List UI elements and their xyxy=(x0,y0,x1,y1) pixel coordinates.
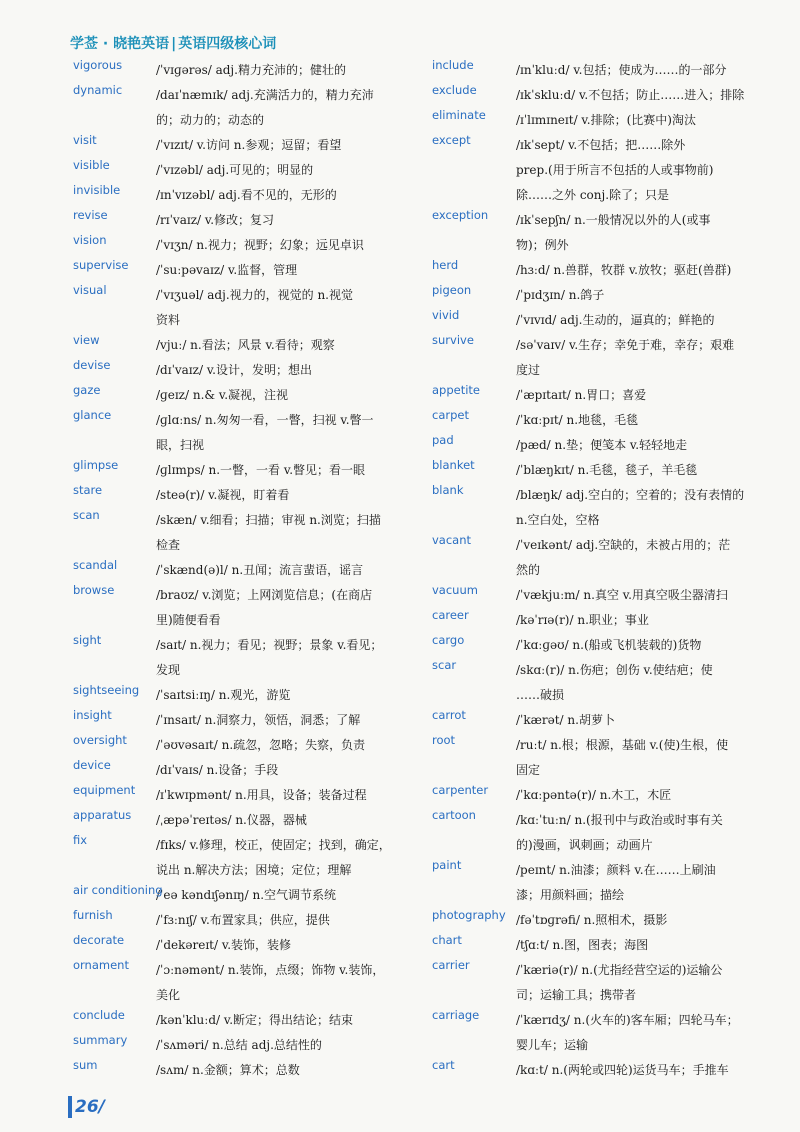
vocab-entry xyxy=(420,133,800,208)
vocab-entry xyxy=(0,133,420,158)
definition-line: /ˈveɪkənt/ adj.空缺的，未被占用的；茫 xyxy=(516,538,731,552)
definition xyxy=(156,58,408,83)
vocab-entry xyxy=(0,458,420,483)
definition xyxy=(516,333,782,383)
vocab-entry xyxy=(420,258,800,283)
vocab-entry xyxy=(420,108,800,133)
definition xyxy=(516,958,782,1008)
vocab-entry xyxy=(0,358,420,383)
definition xyxy=(156,808,408,833)
definition xyxy=(516,708,782,733)
definition-line: /ˈkɑːɡəʊ/ n.(船或飞机装载的)货物 xyxy=(516,638,702,652)
vocab-entry xyxy=(0,283,420,333)
definition-line: /ˈvɪʒuəl/ adj.视力的，视觉的 n.视觉 xyxy=(156,288,353,302)
vocab-entry xyxy=(0,383,420,408)
definition-line: 然的 xyxy=(516,563,541,577)
definition-line: 发现 xyxy=(156,663,181,677)
definition-line: /skæn/ v.细看；扫描；审视 n.浏览；扫描 xyxy=(156,513,381,527)
definition-line: /ɪkˈsepʃn/ n.一般情况以外的人(或事 xyxy=(516,213,711,227)
headword: equipment xyxy=(73,783,136,797)
book-title xyxy=(70,33,276,53)
definition xyxy=(156,458,408,483)
headword: vacant xyxy=(432,533,472,547)
definition xyxy=(156,333,408,358)
definition-line: 物)；例外 xyxy=(516,238,569,252)
vocab-entry xyxy=(420,733,800,783)
definition-line: /ˈsuːpəvaɪz/ v.监督，管理 xyxy=(156,263,298,277)
definition-line: /ruːt/ n.根；根源，基础 v.(使)生根，使 xyxy=(516,738,729,752)
headword: cart xyxy=(432,1058,455,1072)
headword: pad xyxy=(432,433,454,447)
headword: insight xyxy=(73,708,112,722)
vocab-entry xyxy=(0,633,420,683)
definition xyxy=(516,408,782,433)
definition xyxy=(156,883,408,908)
vocab-entry xyxy=(420,408,800,433)
headword: cartoon xyxy=(432,808,476,822)
definition xyxy=(516,608,782,633)
definition-line: /ˈblæŋkɪt/ n.毛毯，毯子，羊毛毯 xyxy=(516,463,698,477)
headword: supervise xyxy=(73,258,129,272)
headword: exception xyxy=(432,208,489,222)
headword: eliminate xyxy=(432,108,486,122)
definition xyxy=(156,483,408,508)
definition-line: /ɪˈkwɪpmənt/ n.用具，设备；装备过程 xyxy=(156,788,367,802)
definition-line: /səˈvaɪv/ v.生存；幸免于难，幸存；艰难 xyxy=(516,338,735,352)
vocab-entry xyxy=(0,158,420,183)
definition-line: /ˈɪnsaɪt/ n.洞察力，领悟，洞悉；了解 xyxy=(156,713,361,727)
definition xyxy=(516,208,782,258)
headword: exclude xyxy=(432,83,477,97)
vocab-entry xyxy=(0,808,420,833)
vocab-entry xyxy=(0,58,420,83)
definition xyxy=(516,783,782,808)
definition-line: 除……之外 conj.除了；只是 xyxy=(516,188,670,202)
vocab-entry xyxy=(420,1058,800,1083)
vocab-entry xyxy=(0,833,420,883)
vocab-entry xyxy=(420,483,800,533)
headword: paint xyxy=(432,858,462,872)
vocab-entry xyxy=(0,583,420,633)
vocab-entry xyxy=(420,83,800,108)
definition-line: /ɪnˈvɪzəbl/ adj.看不见的，无形的 xyxy=(156,188,337,202)
headword: glance xyxy=(73,408,112,422)
definition-line: 美化 xyxy=(156,988,181,1002)
vocab-entry xyxy=(0,883,420,908)
vocab-entry xyxy=(420,633,800,658)
definition-line: /ˈɔːnəmənt/ n.装饰，点缀；饰物 v.装饰， xyxy=(156,963,385,977)
definition-line: /tʃɑːt/ n.图，图表；海图 xyxy=(516,938,649,952)
definition-line: /ˈpɪdʒɪn/ n.鸽子 xyxy=(516,288,605,302)
vocab-entry xyxy=(0,708,420,733)
definition xyxy=(156,258,408,283)
definition xyxy=(156,733,408,758)
definition xyxy=(156,383,408,408)
headword: cargo xyxy=(432,633,465,647)
vocab-entry xyxy=(0,258,420,283)
headword: invisible xyxy=(73,183,121,197)
headword: devise xyxy=(73,358,111,372)
headword: visible xyxy=(73,158,110,172)
book-subject: 英语四级核心词 xyxy=(178,36,277,52)
definition xyxy=(156,158,408,183)
definition-line: /ɪkˈskluːd/ v.不包括；防止……进入；排除 xyxy=(516,88,745,102)
headword: air conditioning xyxy=(73,883,163,897)
headword: survive xyxy=(432,333,474,347)
definition-line: 资料 xyxy=(156,313,181,327)
definition-line: /ˈæpɪtaɪt/ n.胃口；喜爱 xyxy=(516,388,647,402)
headword: sightseeing xyxy=(73,683,140,697)
definition-line: /ˈkærɪdʒ/ n.(火车的)客车厢；四轮马车； xyxy=(516,1013,739,1027)
vocab-entry xyxy=(420,383,800,408)
vocab-entry xyxy=(0,783,420,808)
vocab-entry xyxy=(420,208,800,258)
definition xyxy=(156,408,408,458)
headword: chart xyxy=(432,933,462,947)
definition xyxy=(516,58,782,83)
page-number: 26/ xyxy=(68,1096,105,1118)
definition xyxy=(156,708,408,733)
definition-line: /saɪt/ n.视力；看见；视野；景象 v.看见； xyxy=(156,638,383,652)
vocab-entry xyxy=(420,708,800,733)
definition xyxy=(156,833,408,883)
definition xyxy=(156,683,408,708)
vocab-entry xyxy=(420,908,800,933)
definition xyxy=(516,308,782,333)
headword: ornament xyxy=(73,958,129,972)
vocab-entry xyxy=(420,783,800,808)
vocab-entry xyxy=(0,958,420,1008)
headword: except xyxy=(432,133,471,147)
definition xyxy=(516,383,782,408)
definition xyxy=(156,283,408,333)
definition-line: /ɪnˈkluːd/ v.包括；使成为……的一部分 xyxy=(516,63,727,77)
definition xyxy=(516,858,782,908)
definition xyxy=(516,283,782,308)
vocab-entry xyxy=(420,858,800,908)
headword: carrot xyxy=(432,708,466,722)
definition xyxy=(156,233,408,258)
definition xyxy=(156,933,408,958)
headword: glimpse xyxy=(73,458,119,472)
definition-line: /ˈfɜːnɪʃ/ v.布置家具；供应，提供 xyxy=(156,913,330,927)
definition-line: /ɡlɪmps/ n.一瞥，一看 v.瞥见；看一眼 xyxy=(156,463,366,477)
definition-line: /ɪkˈsept/ v.不包括；把……除外 xyxy=(516,138,686,152)
definition-line: /ˌæpəˈreɪtəs/ n.仪器，器械 xyxy=(156,813,307,827)
headword: vision xyxy=(73,233,107,247)
headword: gaze xyxy=(73,383,101,397)
headword: blanket xyxy=(432,458,475,472)
vocab-entry xyxy=(420,433,800,458)
definition-line: /ˈvɪɡərəs/ adj.精力充沛的；健壮的 xyxy=(156,63,346,77)
definition xyxy=(156,183,408,208)
definition xyxy=(516,908,782,933)
vocab-entry xyxy=(420,958,800,1008)
headword: appetite xyxy=(432,383,481,397)
definition-line: 检查 xyxy=(156,538,181,552)
definition-line: /ˈvɪzəbl/ adj.可见的；明显的 xyxy=(156,163,314,177)
definition xyxy=(156,633,408,683)
headword: carpet xyxy=(432,408,469,422)
headword: root xyxy=(432,733,456,747)
definition-line: /fəˈtɒɡrəfi/ n.照相术，摄影 xyxy=(516,913,668,927)
definition xyxy=(516,1058,782,1083)
definition-line: 度过 xyxy=(516,363,541,377)
definition-line: /ˈkɑːpəntə(r)/ n.木工，木匠 xyxy=(516,788,672,802)
vocab-entry xyxy=(420,808,800,858)
vocab-entry xyxy=(420,58,800,83)
definition-line: /daɪˈnæmɪk/ adj.充满活力的，精力充沛 xyxy=(156,88,374,102)
definition-line: /pæd/ n.垫；便笺本 v.轻轻地走 xyxy=(516,438,688,452)
definition xyxy=(516,133,782,208)
definition-line: /hɜːd/ n.兽群，牧群 v.放牧；驱赶(兽群) xyxy=(516,263,732,277)
definition xyxy=(156,758,408,783)
definition xyxy=(516,808,782,858)
vocab-entry xyxy=(0,333,420,358)
definition-line: ……破损 xyxy=(516,688,565,702)
headword: scar xyxy=(432,658,457,672)
header-decoration xyxy=(0,0,800,30)
vocab-entry xyxy=(0,183,420,208)
definition-line: /ˈsʌməri/ n.总结 adj.总结性的 xyxy=(156,1038,322,1052)
book-series: 学莶 · 晓艳英语 xyxy=(70,36,170,52)
vocab-entry xyxy=(0,208,420,233)
definition xyxy=(156,908,408,933)
definition xyxy=(156,1008,408,1033)
headword: carpenter xyxy=(432,783,489,797)
definition xyxy=(516,258,782,283)
headword: browse xyxy=(73,583,115,597)
headword: career xyxy=(432,608,469,622)
definition-line: 说出 n.解决方法；困境；定位；理解 xyxy=(156,863,352,877)
headword: revise xyxy=(73,208,108,222)
vocab-entry xyxy=(0,83,420,133)
definition xyxy=(516,483,782,533)
definition-line: /ˈvɪzɪt/ v.访问 n.参观；逗留；看望 xyxy=(156,138,342,152)
definition xyxy=(516,1008,782,1058)
definition-line: /ˈkɑːpɪt/ n.地毯，毛毯 xyxy=(516,413,639,427)
vocab-entry xyxy=(420,333,800,383)
definition-line: 的；动力的；动态的 xyxy=(156,113,265,127)
definition-line: /blæŋk/ adj.空白的；空着的；没有表情的 xyxy=(516,488,745,502)
definition-line: /steə(r)/ v.凝视，盯着看 xyxy=(156,488,290,502)
definition-line: n.空白处，空格 xyxy=(516,513,600,527)
definition-line: 的)漫画，讽刺画；动画片 xyxy=(516,838,653,852)
vocab-entry xyxy=(0,508,420,558)
vocab-entry xyxy=(420,458,800,483)
headword: sum xyxy=(73,1058,98,1072)
headword: apparatus xyxy=(73,808,132,822)
definition-line: /braʊz/ v.浏览；上网浏览信息；(在商店 xyxy=(156,588,373,602)
title-separator: | xyxy=(171,36,177,52)
definition-line: /kɑːt/ n.(两轮或四轮)运货马车；手推车 xyxy=(516,1063,729,1077)
definition xyxy=(516,533,782,583)
vocab-entry xyxy=(0,1033,420,1058)
headword: oversight xyxy=(73,733,127,747)
definition-line: 司；运输工具；携带者 xyxy=(516,988,637,1002)
vocab-entry xyxy=(420,583,800,608)
definition-line: /ˈvɪʒn/ n.视力；视野；幻象；远见卓识 xyxy=(156,238,364,252)
definition-line: /vjuː/ n.看法；风景 v.看待；观察 xyxy=(156,338,335,352)
definition-line: 眼，扫视 xyxy=(156,438,205,452)
headword: photography xyxy=(432,908,506,922)
vocab-entry xyxy=(420,608,800,633)
headword: stare xyxy=(73,483,103,497)
definition xyxy=(156,1058,408,1083)
headword: furnish xyxy=(73,908,113,922)
vocab-entry xyxy=(420,1008,800,1058)
definition xyxy=(156,783,408,808)
headword: summary xyxy=(73,1033,128,1047)
headword: scan xyxy=(73,508,100,522)
definition-line: prep.(用于所言不包括的人或事物前) xyxy=(516,163,714,177)
vocab-entry xyxy=(0,558,420,583)
vocab-entry xyxy=(420,533,800,583)
definition-line: /ˈvækjuːm/ n.真空 v.用真空吸尘器清扫 xyxy=(516,588,728,602)
vocab-entry xyxy=(0,758,420,783)
headword: carrier xyxy=(432,958,470,972)
definition-line: /ɡeɪz/ n.& v.凝视，注视 xyxy=(156,388,289,402)
headword: scandal xyxy=(73,558,118,572)
definition xyxy=(516,658,782,708)
vocab-entry xyxy=(420,658,800,708)
definition xyxy=(156,958,408,1008)
vocab-entry xyxy=(0,233,420,258)
headword: pigeon xyxy=(432,283,472,297)
definition xyxy=(156,508,408,558)
definition xyxy=(156,583,408,633)
vocab-entry xyxy=(0,408,420,458)
vocab-entry xyxy=(0,1058,420,1083)
headword: conclude xyxy=(73,1008,125,1022)
definition-line: /rɪˈvaɪz/ v.修改；复习 xyxy=(156,213,275,227)
vocab-entry xyxy=(420,933,800,958)
vocab-entry xyxy=(0,683,420,708)
definition-line: /kənˈkluːd/ v.断定；得出结论；结束 xyxy=(156,1013,354,1027)
headword: vivid xyxy=(432,308,460,322)
page-header xyxy=(0,0,800,56)
vocab-entry xyxy=(0,733,420,758)
definition-line: /sʌm/ n.金额；算术；总数 xyxy=(156,1063,300,1077)
definition-line: /ɡlɑːns/ n.匆匆一看，一瞥，扫视 v.瞥一 xyxy=(156,413,374,427)
headword: blank xyxy=(432,483,464,497)
definition xyxy=(156,83,408,133)
headword: vigorous xyxy=(73,58,123,72)
definition xyxy=(156,133,408,158)
right-column xyxy=(420,58,800,1083)
vocab-entry xyxy=(420,308,800,333)
vocab-entry xyxy=(0,908,420,933)
left-column xyxy=(0,58,420,1083)
vocab-entry xyxy=(0,1008,420,1033)
definition-line: /ˈəʊvəsaɪt/ n.疏忽，忽略；失察，负责 xyxy=(156,738,366,752)
headword: herd xyxy=(432,258,459,272)
definition-line: /ˈvɪvɪd/ adj.生动的，逼真的；鲜艳的 xyxy=(516,313,715,327)
vocab-entry xyxy=(420,283,800,308)
definition xyxy=(156,358,408,383)
definition-line: /kɑːˈtuːn/ n.(报刊中与政治或时事有关 xyxy=(516,813,723,827)
headword: device xyxy=(73,758,111,772)
headword: sight xyxy=(73,633,102,647)
headword: vacuum xyxy=(432,583,478,597)
definition-line: /ˈkæriə(r)/ n.(尤指经营空运的)运输公 xyxy=(516,963,723,977)
definition-line: /peɪnt/ n.油漆；颜料 v.在……上刷油 xyxy=(516,863,716,877)
definition-line: 固定 xyxy=(516,763,541,777)
definition-line: 里)随便看看 xyxy=(156,613,221,627)
definition xyxy=(516,108,782,133)
vocab-entry xyxy=(0,483,420,508)
definition-line: 漆；用颜料画；描绘 xyxy=(516,888,625,902)
definition xyxy=(516,83,782,108)
definition xyxy=(516,733,782,783)
headword: decorate xyxy=(73,933,125,947)
definition-line: /dɪˈvaɪs/ n.设备；手段 xyxy=(156,763,279,777)
headword: view xyxy=(73,333,100,347)
definition-line: 婴儿车；运输 xyxy=(516,1038,589,1052)
definition-line: /ˈskænd(ə)l/ n.丑闻；流言蜚语，谣言 xyxy=(156,563,364,577)
definition-line: /ˈeə kəndɪʃənɪŋ/ n.空气调节系统 xyxy=(156,888,337,902)
definition xyxy=(516,933,782,958)
definition-line: /skɑː(r)/ n.伤疤；创伤 v.使结疤；使 xyxy=(516,663,713,677)
definition xyxy=(516,458,782,483)
definition-line: /ɪˈlɪmɪneɪt/ v.排除；(比赛中)淘汰 xyxy=(516,113,696,127)
headword: carriage xyxy=(432,1008,480,1022)
headword: dynamic xyxy=(73,83,123,97)
definition xyxy=(156,1033,408,1058)
definition xyxy=(516,633,782,658)
definition-line: /ˈsaɪtsiːɪŋ/ n.观光，游览 xyxy=(156,688,291,702)
headword: include xyxy=(432,58,474,72)
headword: fix xyxy=(73,833,88,847)
definition xyxy=(156,208,408,233)
definition-line: /fɪks/ v.修理，校正，使固定；找到，确定， xyxy=(156,838,391,852)
definition xyxy=(156,558,408,583)
definition xyxy=(516,583,782,608)
definition xyxy=(516,433,782,458)
vocab-entry xyxy=(0,933,420,958)
definition-line: /dɪˈvaɪz/ v.设计，发明；想出 xyxy=(156,363,312,377)
definition-line: /ˈkærət/ n.胡萝卜 xyxy=(516,713,615,727)
headword: visual xyxy=(73,283,107,297)
headword: visit xyxy=(73,133,97,147)
definition-line: /kəˈrɪə(r)/ n.职业；事业 xyxy=(516,613,649,627)
definition-line: /ˈdekəreɪt/ v.装饰，装修 xyxy=(156,938,292,952)
